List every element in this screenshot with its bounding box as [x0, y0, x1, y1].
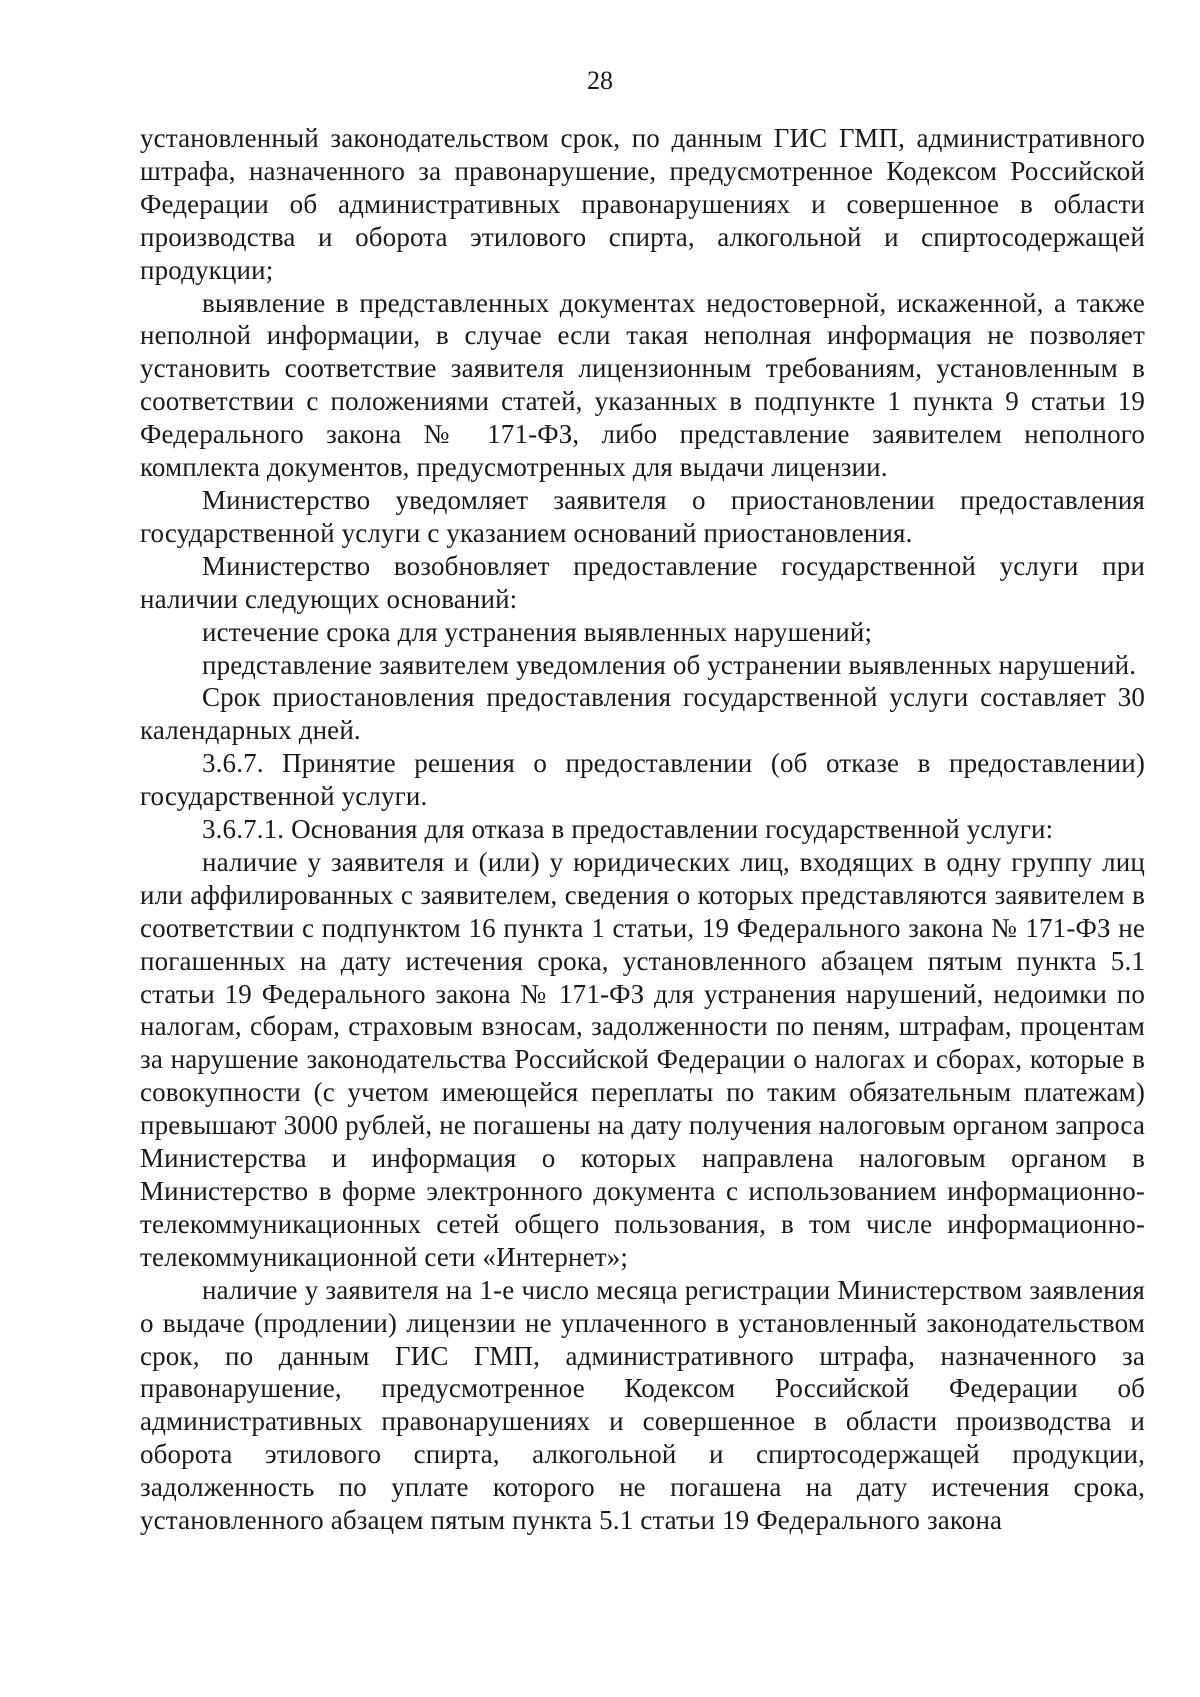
paragraph-suspension-term: Срок приостановления предоставления государственной услуги составляет 30 календарных дней.: [140, 682, 1145, 746]
paragraph-tax-arrears: наличие у заявителя и (или) у юридических лиц, входящих в одну группу лиц или аффилированных с заявителем, сведения о которых представляются заявителем в соответствии с подпунктом 16 пункта 1 статьи, 19 Федерального закона № 171-ФЗ не погашенных на дату истечения срока, установленного абзацем пятым пункта 5.1 статьи 19 Федерального закона № 171-ФЗ для устранения нарушений, недоимки по налогам, сборам, страховым взносам, задолженности по пеням, штрафам, процентам за нарушение законодательства Российской Федерации о налогах и сборах, которые в совокупности (с учетом имеющейся переплаты по таким обязательным платежам) превышают 3000 рублей, не погашены на дату получения налоговым органом запроса Министерства и информация о которых направлена налоговым органом в Министерство в форме электронного документа с использованием информационно-телекоммуникационных сетей общего пользования, в том числе информационно-телекоммуникационной сети «Интернет»;: [140, 846, 1145, 1272]
paragraph-document-discrepancy: выявление в представленных документах недостоверной, искаженной, а также неполной информации, в случае если такая неполная информация не позволяет установить соответствие заявителя лицензионным требованиям, установленным в соответствии с положениями статей, указанных в подпункте 1 пункта 9 статьи 19 Федерального закона № 171-ФЗ, либо представление заявителем неполного комплекта документов, предусмотренных для выдачи лицензии.: [140, 287, 1145, 483]
page-number: 28: [587, 66, 613, 95]
document-body: [140, 122, 1145, 1537]
paragraph-violation-notice: представление заявителем уведомления об устранении выявленных нарушений.: [202, 649, 1137, 680]
paragraph-deadline-expiry: истечение срока для устранения выявленных нарушений;: [202, 616, 873, 647]
section-heading-3-6-7: 3.6.7. Принятие решения о предоставлении (об отказе в предоставлении) государственной услуги.: [140, 748, 1145, 812]
paragraph-continuation: установленный законодательством срок, по данным ГИС ГМП, административного штрафа, назначенного за правонарушение, предусмотренное Кодексом Российской Федерации об административных правонарушениях и совершенное в области производства и оборота этилового спирта, алкогольной и спиртосодержащей продукции;: [140, 123, 1145, 285]
paragraph-resumption-grounds: Министерство возобновляет предоставление государственной услуги при наличии следующих оснований:: [140, 550, 1145, 614]
section-heading-3-6-7-1: 3.6.7.1. Основания для отказа в предоставлении государственной услуги:: [202, 814, 1054, 845]
paragraph-unpaid-fine: наличие у заявителя на 1-е число месяца регистрации Министерством заявления о выдаче (продлении) лицензии не уплаченного в установленный законодательством срок, по данным ГИС ГМП, административного штрафа, назначенного за правонарушение, предусмотренное Кодексом Российской Федерации об административных правонарушениях и совершенное в области производства и оборота этилового спирта, алкогольной и спиртосодержащей продукции, задолженность по уплате которого не погашена на дату истечения срока, установленного абзацем пятым пункта 5.1 статьи 19 Федерального закона: [140, 1274, 1145, 1536]
paragraph-suspension-notice: Министерство уведомляет заявителя о приостановлении предоставления государственной услуги с указанием оснований приостановления.: [140, 484, 1145, 548]
